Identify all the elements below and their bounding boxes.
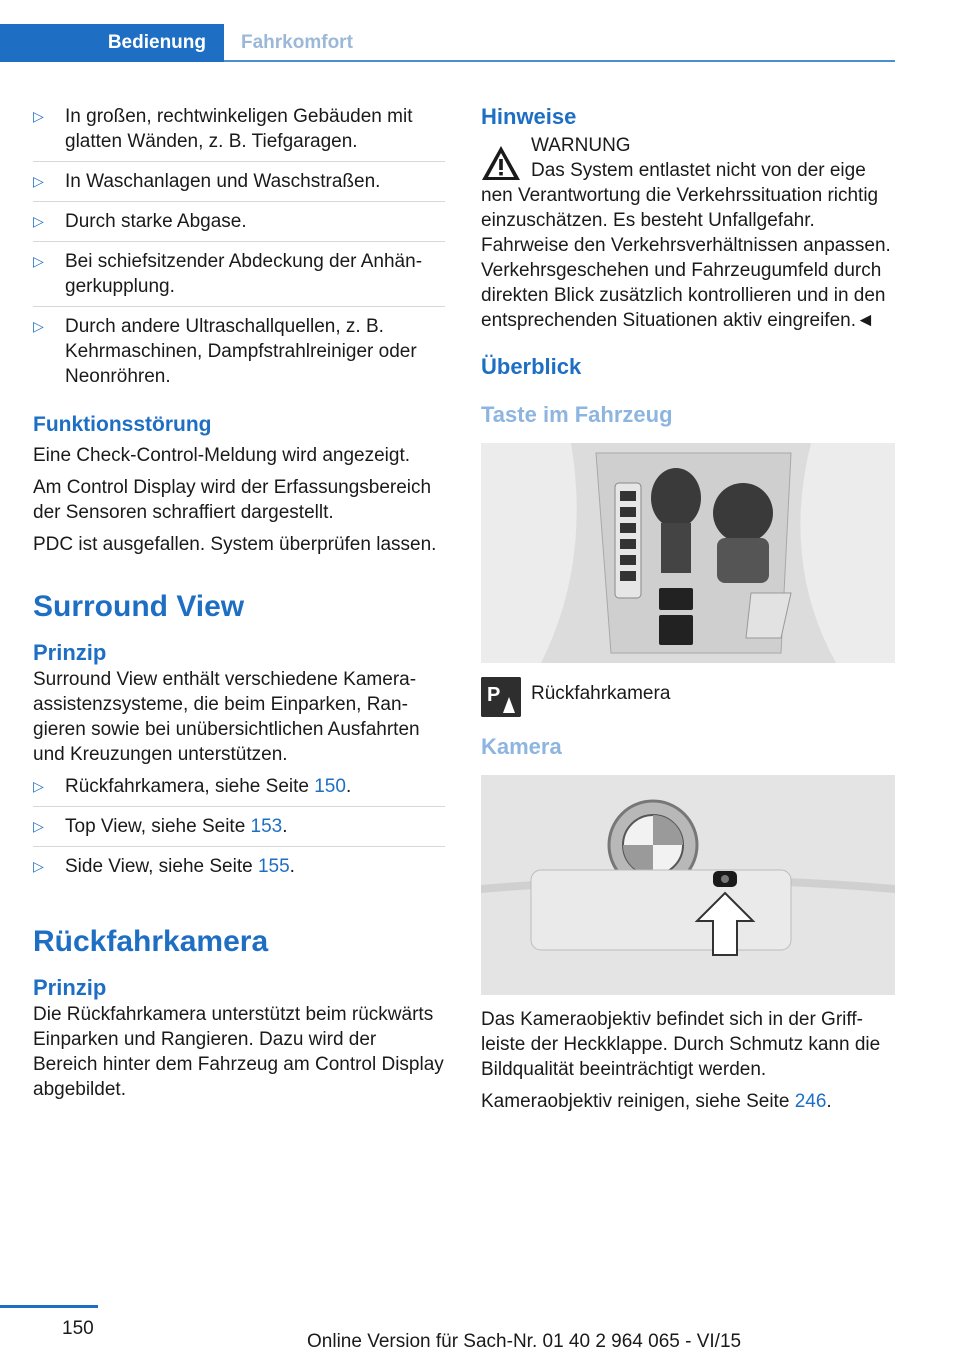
paragraph: Surround View enthält verschiedene Kameraassistenzsysteme, die beim Einparken, Rangieren sowie bei unübersichtlichen Ausfahrten und Kreuzungen unterstützen. [33, 669, 420, 765]
online-version-text: Online Version für Sach-Nr. 01 40 2 964 065 - VI/15 [307, 1331, 742, 1352]
ueberblick-heading: Überblick [481, 354, 582, 379]
parking-camera-icon [481, 677, 521, 717]
triangle-bullet-icon: ▷ [33, 108, 44, 124]
conditions-list [33, 104, 445, 396]
list-item: ▷ Top View, siehe Seite 153. [33, 814, 445, 847]
kamera-heading: Kamera [481, 734, 562, 759]
surround-view-list [33, 774, 445, 886]
triangle-bullet-icon: ▷ [33, 818, 44, 834]
icon-caption-row [481, 677, 895, 723]
tab-fahrkomfort[interactable]: Fahrkomfort [241, 32, 353, 53]
warning-label: WARNUNG [531, 135, 631, 156]
list-item: ▷ Bei schiefsitzender Abdeckung der Anhängerkupplung. [33, 249, 445, 307]
page-number: 150 [62, 1318, 94, 1339]
warning-triangle-icon [481, 145, 521, 181]
svg-text:P: P [487, 684, 501, 706]
taste-heading: Taste im Fahrzeug [481, 402, 673, 427]
page-link[interactable]: 155 [257, 856, 290, 877]
triangle-bullet-icon: ▷ [33, 253, 44, 269]
page-link[interactable]: 150 [314, 776, 346, 797]
paragraph: PDC ist ausgefallen. System überprüfen lassen. [33, 534, 437, 555]
triangle-bullet-icon: ▷ [33, 318, 44, 334]
left-column [33, 104, 445, 1109]
footer-rule [0, 1305, 98, 1308]
paragraph: Kameraobjektiv reinigen, siehe Seite 246. [481, 1091, 832, 1112]
list-item: ▷ Durch andere Ultraschallquellen, z. B. Kehrmaschinen, Dampfstrahlreiniger oder Neonröhren. [33, 316, 417, 387]
triangle-bullet-icon: ▷ [33, 173, 44, 189]
triangle-bullet-icon: ▷ [33, 858, 44, 874]
page-link[interactable]: 153 [250, 816, 283, 837]
triangle-bullet-icon: ▷ [33, 778, 44, 794]
list-item: ▷ In Waschanlagen und Waschstraßen. [33, 169, 445, 202]
triangle-bullet-icon: ▷ [33, 213, 44, 229]
page-header [0, 0, 895, 62]
surround-view-heading: Surround View [33, 590, 245, 623]
camera-location-photo [481, 775, 895, 995]
paragraph: Die Rückfahrkamera unterstützt beim rückwärts Einparken und Rangieren. Dazu wird der Bereich hinter dem Fahrzeug am Control Display abgebildet. [33, 1004, 444, 1100]
rueckfahrkamera-heading: Rückfahrkamera [33, 925, 269, 958]
paragraph: Das Kameraobjektiv befindet sich in der Griffleiste der Heckklappe. Durch Schmutz kann die Bildqualität beeinträchtigt werden. [481, 1009, 881, 1080]
list-item: ▷ Rückfahrkamera, siehe Seite 150. [33, 774, 445, 807]
paragraph: Eine Check-Control-Meldung wird angezeigt. [33, 445, 411, 466]
right-column [481, 104, 895, 1121]
icon-caption: Rückfahrkamera [531, 683, 671, 704]
paragraph: Am Control Display wird der Erfassungsbereich der Sensoren schraffiert dargestellt. [33, 477, 432, 523]
list-item: ▷ In großen, rechtwinkeligen Gebäuden mit glatten Wänden, z. B. Tiefgaragen. [33, 104, 445, 162]
warning-first-line: Das System entlastet nicht von der eige [531, 160, 866, 181]
tab-bedienung[interactable]: Bedienung [0, 24, 224, 62]
center-console-photo [481, 443, 895, 663]
funktionsstoerung-heading: Funktionsstörung [33, 413, 212, 436]
warning-text: nen Verantwortung die Verkehrssituation richtig einzuschätzen. Es besteht Unfallgefahr. Fahrweise den Verkehrsverhältnissen anpassen. Verkehrsgeschehen und Fahrzeugumfeld durch direkten Blick zusätzlich kontrollieren und in den entsprechenden Situationen aktiv eingreifen.◄ [481, 185, 891, 331]
hinweise-heading: Hinweise [481, 104, 577, 129]
list-item: ▷ Durch starke Abgase. [33, 209, 445, 242]
page-link[interactable]: 246 [794, 1091, 827, 1112]
list-item: ▷ Side View, siehe Seite 155. [33, 856, 295, 877]
warning-block [481, 133, 895, 333]
prinzip-heading: Prinzip [33, 975, 107, 1000]
prinzip-heading: Prinzip [33, 640, 107, 665]
